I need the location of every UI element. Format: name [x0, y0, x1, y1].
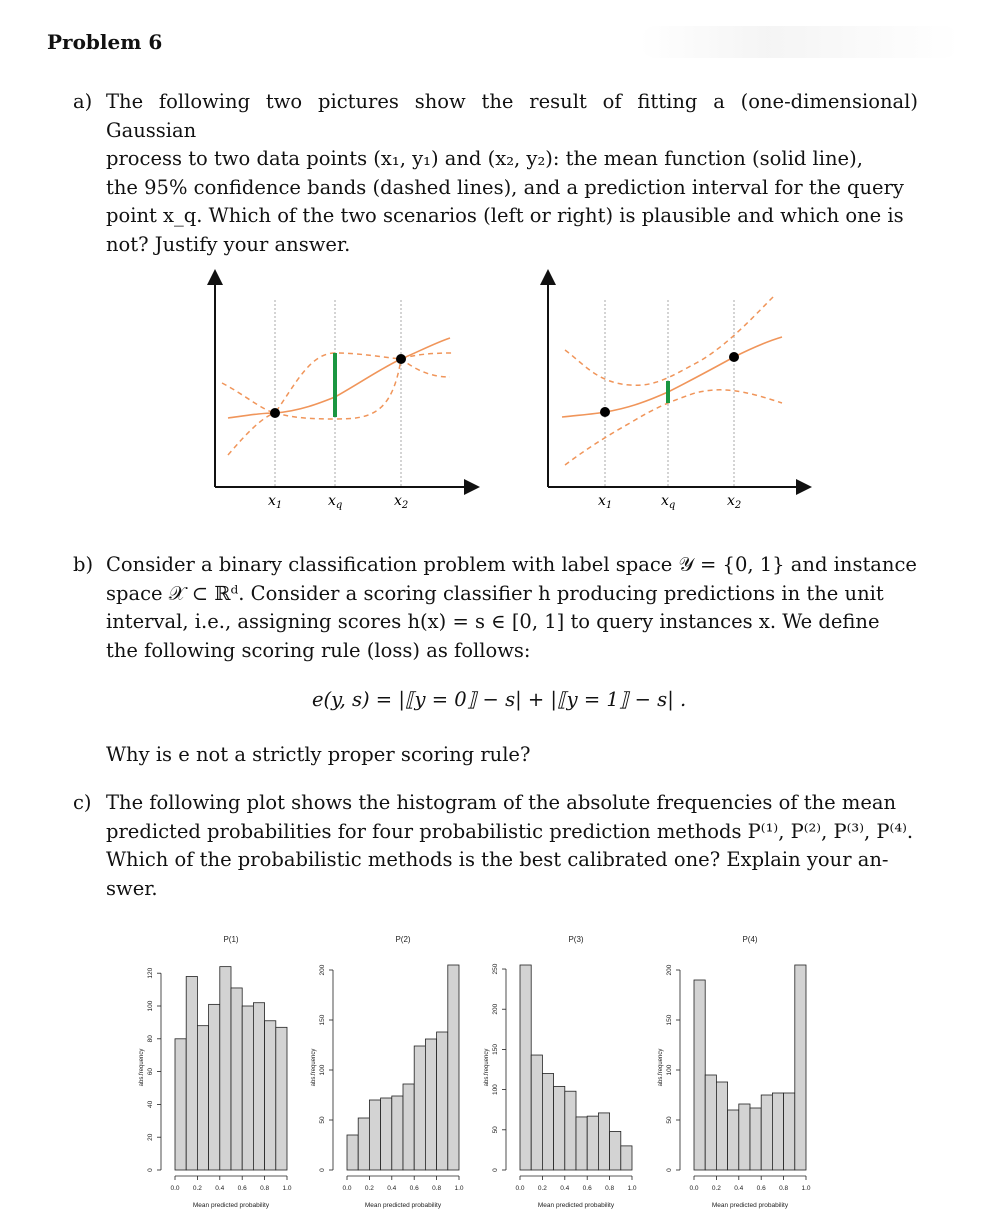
hist-3-bar-7	[587, 1116, 598, 1170]
hist-4-y-tick-label: 200	[666, 964, 673, 976]
hist-2-bar-7	[414, 1046, 425, 1170]
gp-right-mean-curve	[562, 337, 782, 417]
part-b-text	[106, 551, 918, 665]
hist-2-bar-2	[358, 1118, 369, 1170]
hist-3-title: P(3)	[568, 935, 584, 944]
hist-1-x-tick-label: 0.4	[215, 1185, 225, 1192]
hist-2-bar-10	[448, 965, 459, 1170]
hist-2-bar-9	[437, 1032, 448, 1170]
hist-1-bar-7	[242, 1006, 253, 1170]
hist-1-x-tick-label: 0.2	[192, 1185, 202, 1192]
hist-1-y-tick-label: 0	[147, 1168, 154, 1172]
gp-left-label-x2: $x_2$	[394, 493, 409, 511]
hist-4-bar-5	[739, 1104, 750, 1170]
calibration-histograms	[0, 925, 1000, 1220]
hist-1-bar-8	[253, 1003, 264, 1170]
hist-2-y-tick-label: 200	[319, 964, 326, 976]
gp-left-point-1	[270, 408, 280, 418]
part-b-line-4: the following scoring rule (loss) as follows:	[106, 638, 531, 662]
part-c-line-4: swer.	[106, 876, 158, 900]
hist-2-x-tick-label: 0.2	[364, 1185, 374, 1192]
hist-4-y-tick-label: 100	[666, 1064, 673, 1076]
hist-1-bar-4	[209, 1004, 220, 1170]
part-c-text	[106, 789, 918, 903]
hist-2-y-label: abs.frequency	[311, 1048, 317, 1087]
hist-4-bar-7	[761, 1095, 772, 1170]
hist-2-bar-4	[381, 1098, 392, 1170]
hist-3-x-tick-label: 0.6	[582, 1185, 592, 1192]
hist-1-x-tick-label: 1.0	[282, 1185, 292, 1192]
gp-right-lower-band	[565, 390, 782, 465]
hist-4-bar-9	[784, 1093, 795, 1170]
hist-3-bar-2	[531, 1055, 542, 1170]
hist-4-x-label: Mean predicted probability	[711, 1202, 789, 1209]
hist-4-x-tick-label: 1.0	[801, 1185, 811, 1192]
hist-1-bar-1	[175, 1039, 186, 1170]
gp-left-label-xq: $x_q$	[328, 493, 343, 511]
hist-4-bar-8	[772, 1093, 783, 1170]
gp-left-label-x1: $x_1$	[268, 493, 283, 511]
hist-2-y-tick-label: 150	[319, 1014, 326, 1026]
hist-2-title: P(2)	[395, 935, 411, 944]
gp-left-mean-curve	[228, 338, 450, 418]
part-a-text	[106, 88, 918, 260]
part-b-line-3: interval, i.e., assigning scores h(x) = s ∈ [0, 1] to query instances x. We define	[106, 610, 880, 634]
hist-1-bar-5	[220, 967, 231, 1170]
hist-2-bar-6	[403, 1084, 414, 1170]
part-c-label: c)	[73, 791, 92, 814]
hist-2-bar-8	[425, 1039, 436, 1170]
hist-1-bar-6	[231, 988, 242, 1170]
hist-1-x-label: Mean predicted probability	[192, 1202, 270, 1209]
gp-left-plot	[215, 277, 472, 511]
gp-right-label-xq: $x_q$	[661, 493, 676, 511]
gp-right-label-x2: $x_2$	[727, 493, 742, 511]
hist-4-bar-4	[728, 1110, 739, 1170]
gp-right-point-2	[729, 352, 739, 362]
hist-2-x-tick-label: 1.0	[454, 1185, 464, 1192]
part-c-line-3: Which of the probabilistic methods is the best calibrated one? Explain your an-	[106, 848, 889, 872]
hist-1-y-tick-label: 100	[147, 1000, 154, 1012]
hist-2-x-tick-label: 0.8	[432, 1185, 442, 1192]
hist-3-y-label: abs.frequency	[484, 1048, 490, 1087]
hist-2-bar-3	[369, 1100, 380, 1170]
hist-4-bar-1	[694, 980, 705, 1170]
hist-4-y-tick-label: 0	[666, 1168, 673, 1172]
hist-4-x-tick-label: 0.0	[689, 1185, 699, 1192]
hist-1-y-tick-label: 120	[147, 967, 154, 979]
hist-2-x-tick-label: 0.0	[342, 1185, 352, 1192]
part-b-line-1: Consider a binary classification problem with label space 𝒴 = {0, 1} and instance	[106, 553, 917, 576]
hist-3-bar-10	[621, 1146, 632, 1170]
hist-3-bar-1	[520, 965, 531, 1170]
part-a-line-5: not? Justify your answer.	[106, 232, 351, 256]
hist-4-x-tick-label: 0.8	[779, 1185, 789, 1192]
hist-2-x-tick-label: 0.4	[387, 1185, 397, 1192]
hist-1-y-tick-label: 60	[147, 1067, 154, 1076]
hist-4-y-tick-label: 150	[666, 1014, 673, 1026]
hist-1-bar-3	[197, 1026, 208, 1170]
hist-1-y-tick-label: 20	[147, 1133, 154, 1141]
part-a-line-2: process to two data points (x₁, y₁) and (x₂, y₂): the mean function (solid line),	[106, 147, 863, 171]
hist-3-x-tick-label: 1.0	[627, 1185, 637, 1192]
hist-3-y-tick-label: 250	[492, 963, 499, 975]
scoring-rule-equation: e(y, s) = |⟦y = 0⟧ − s| + |⟦y = 1⟧ − s| .	[312, 688, 687, 711]
hist-4-y-tick-label: 50	[666, 1116, 673, 1124]
hist-2-bar-1	[347, 1135, 358, 1170]
hist-1-x-tick-label: 0.6	[237, 1185, 247, 1192]
hist-4-x-tick-label: 0.2	[711, 1185, 721, 1192]
hist-3-y-tick-label: 200	[492, 1003, 499, 1015]
part-b-line-2: space 𝒳 ⊂ ℝᵈ. Consider a scoring classifier h producing predictions in the unit	[106, 581, 884, 605]
gp-left-point-2	[396, 354, 406, 364]
part-c-line-2: predicted probabilities for four probabilistic prediction methods P⁽¹⁾, P⁽²⁾, P⁽³⁾, P⁽⁴⁾.	[106, 819, 914, 843]
hist-3-bar-4	[554, 1086, 565, 1170]
hist-3-bar-5	[565, 1091, 576, 1170]
hist-1-x-tick-label: 0.0	[170, 1185, 180, 1192]
hist-3-bar-3	[542, 1074, 553, 1170]
hist-1-x-tick-label: 0.8	[260, 1185, 270, 1192]
gp-figures	[200, 265, 820, 515]
hist-1-bar-2	[186, 976, 197, 1170]
part-b-question: Why is e not a strictly proper scoring rule?	[106, 743, 531, 766]
hist-3-y-tick-label: 0	[492, 1168, 499, 1172]
hist-2-y-tick-label: 100	[319, 1064, 326, 1076]
part-a-line-1: The following two pictures show the result of fitting a (one-dimensional) Gaussian	[106, 90, 918, 142]
hist-3-x-tick-label: 0.8	[605, 1185, 615, 1192]
hist-3-y-tick-label: 50	[492, 1126, 499, 1134]
hist-1-bar-10	[276, 1027, 287, 1170]
hist-4-title: P(4)	[742, 935, 758, 944]
gp-right-plot	[548, 277, 804, 511]
hist-1-y-tick-label: 80	[147, 1035, 154, 1043]
part-c-line-1: The following plot shows the histogram of the absolute frequencies of the mean	[106, 791, 897, 814]
hist-1-bar-9	[265, 1021, 276, 1170]
hist-3-x-label: Mean predicted probability	[537, 1202, 615, 1209]
part-a-line-4: point x_q. Which of the two scenarios (left or right) is plausible and which one is	[106, 204, 904, 228]
hist-2-bar-5	[392, 1096, 403, 1170]
hist-2-x-label: Mean predicted probability	[364, 1202, 442, 1209]
part-a-line-3: the 95% confidence bands (dashed lines), and a prediction interval for the query	[106, 175, 904, 199]
hist-4-x-tick-label: 0.4	[734, 1185, 744, 1192]
hist-3-bar-8	[598, 1113, 609, 1170]
problem-title: Problem 6	[47, 30, 163, 54]
hist-3-y-tick-label: 150	[492, 1043, 499, 1055]
hist-4-x-tick-label: 0.6	[756, 1185, 766, 1192]
hist-3-x-tick-label: 0.4	[560, 1185, 570, 1192]
hist-2-x-tick-label: 0.6	[409, 1185, 419, 1192]
hist-1-y-label: abs.frequency	[139, 1048, 145, 1087]
hist-2-y-tick-label: 0	[319, 1168, 326, 1172]
hist-4-y-label: abs.frequency	[658, 1048, 664, 1087]
part-b-label: b)	[73, 553, 94, 576]
gp-right-point-1	[600, 407, 610, 417]
hist-3-bar-6	[576, 1117, 587, 1170]
gp-right-upper-band	[565, 295, 775, 385]
hist-3-y-tick-label: 100	[492, 1084, 499, 1096]
hist-1-title: P(1)	[223, 935, 239, 944]
hist-4-bar-2	[705, 1075, 716, 1170]
hist-3-x-tick-label: 0.0	[515, 1185, 525, 1192]
hist-4-bar-10	[795, 965, 806, 1170]
hist-2-y-tick-label: 50	[319, 1116, 326, 1124]
blurred-watermark	[640, 26, 960, 58]
hist-3-x-tick-label: 0.2	[537, 1185, 547, 1192]
part-a-label: a)	[73, 90, 93, 113]
hist-3-bar-9	[610, 1131, 621, 1170]
gp-right-label-x1: $x_1$	[598, 493, 613, 511]
hist-4-bar-3	[716, 1082, 727, 1170]
hist-1-y-tick-label: 40	[147, 1100, 154, 1109]
hist-4-bar-6	[750, 1108, 761, 1170]
